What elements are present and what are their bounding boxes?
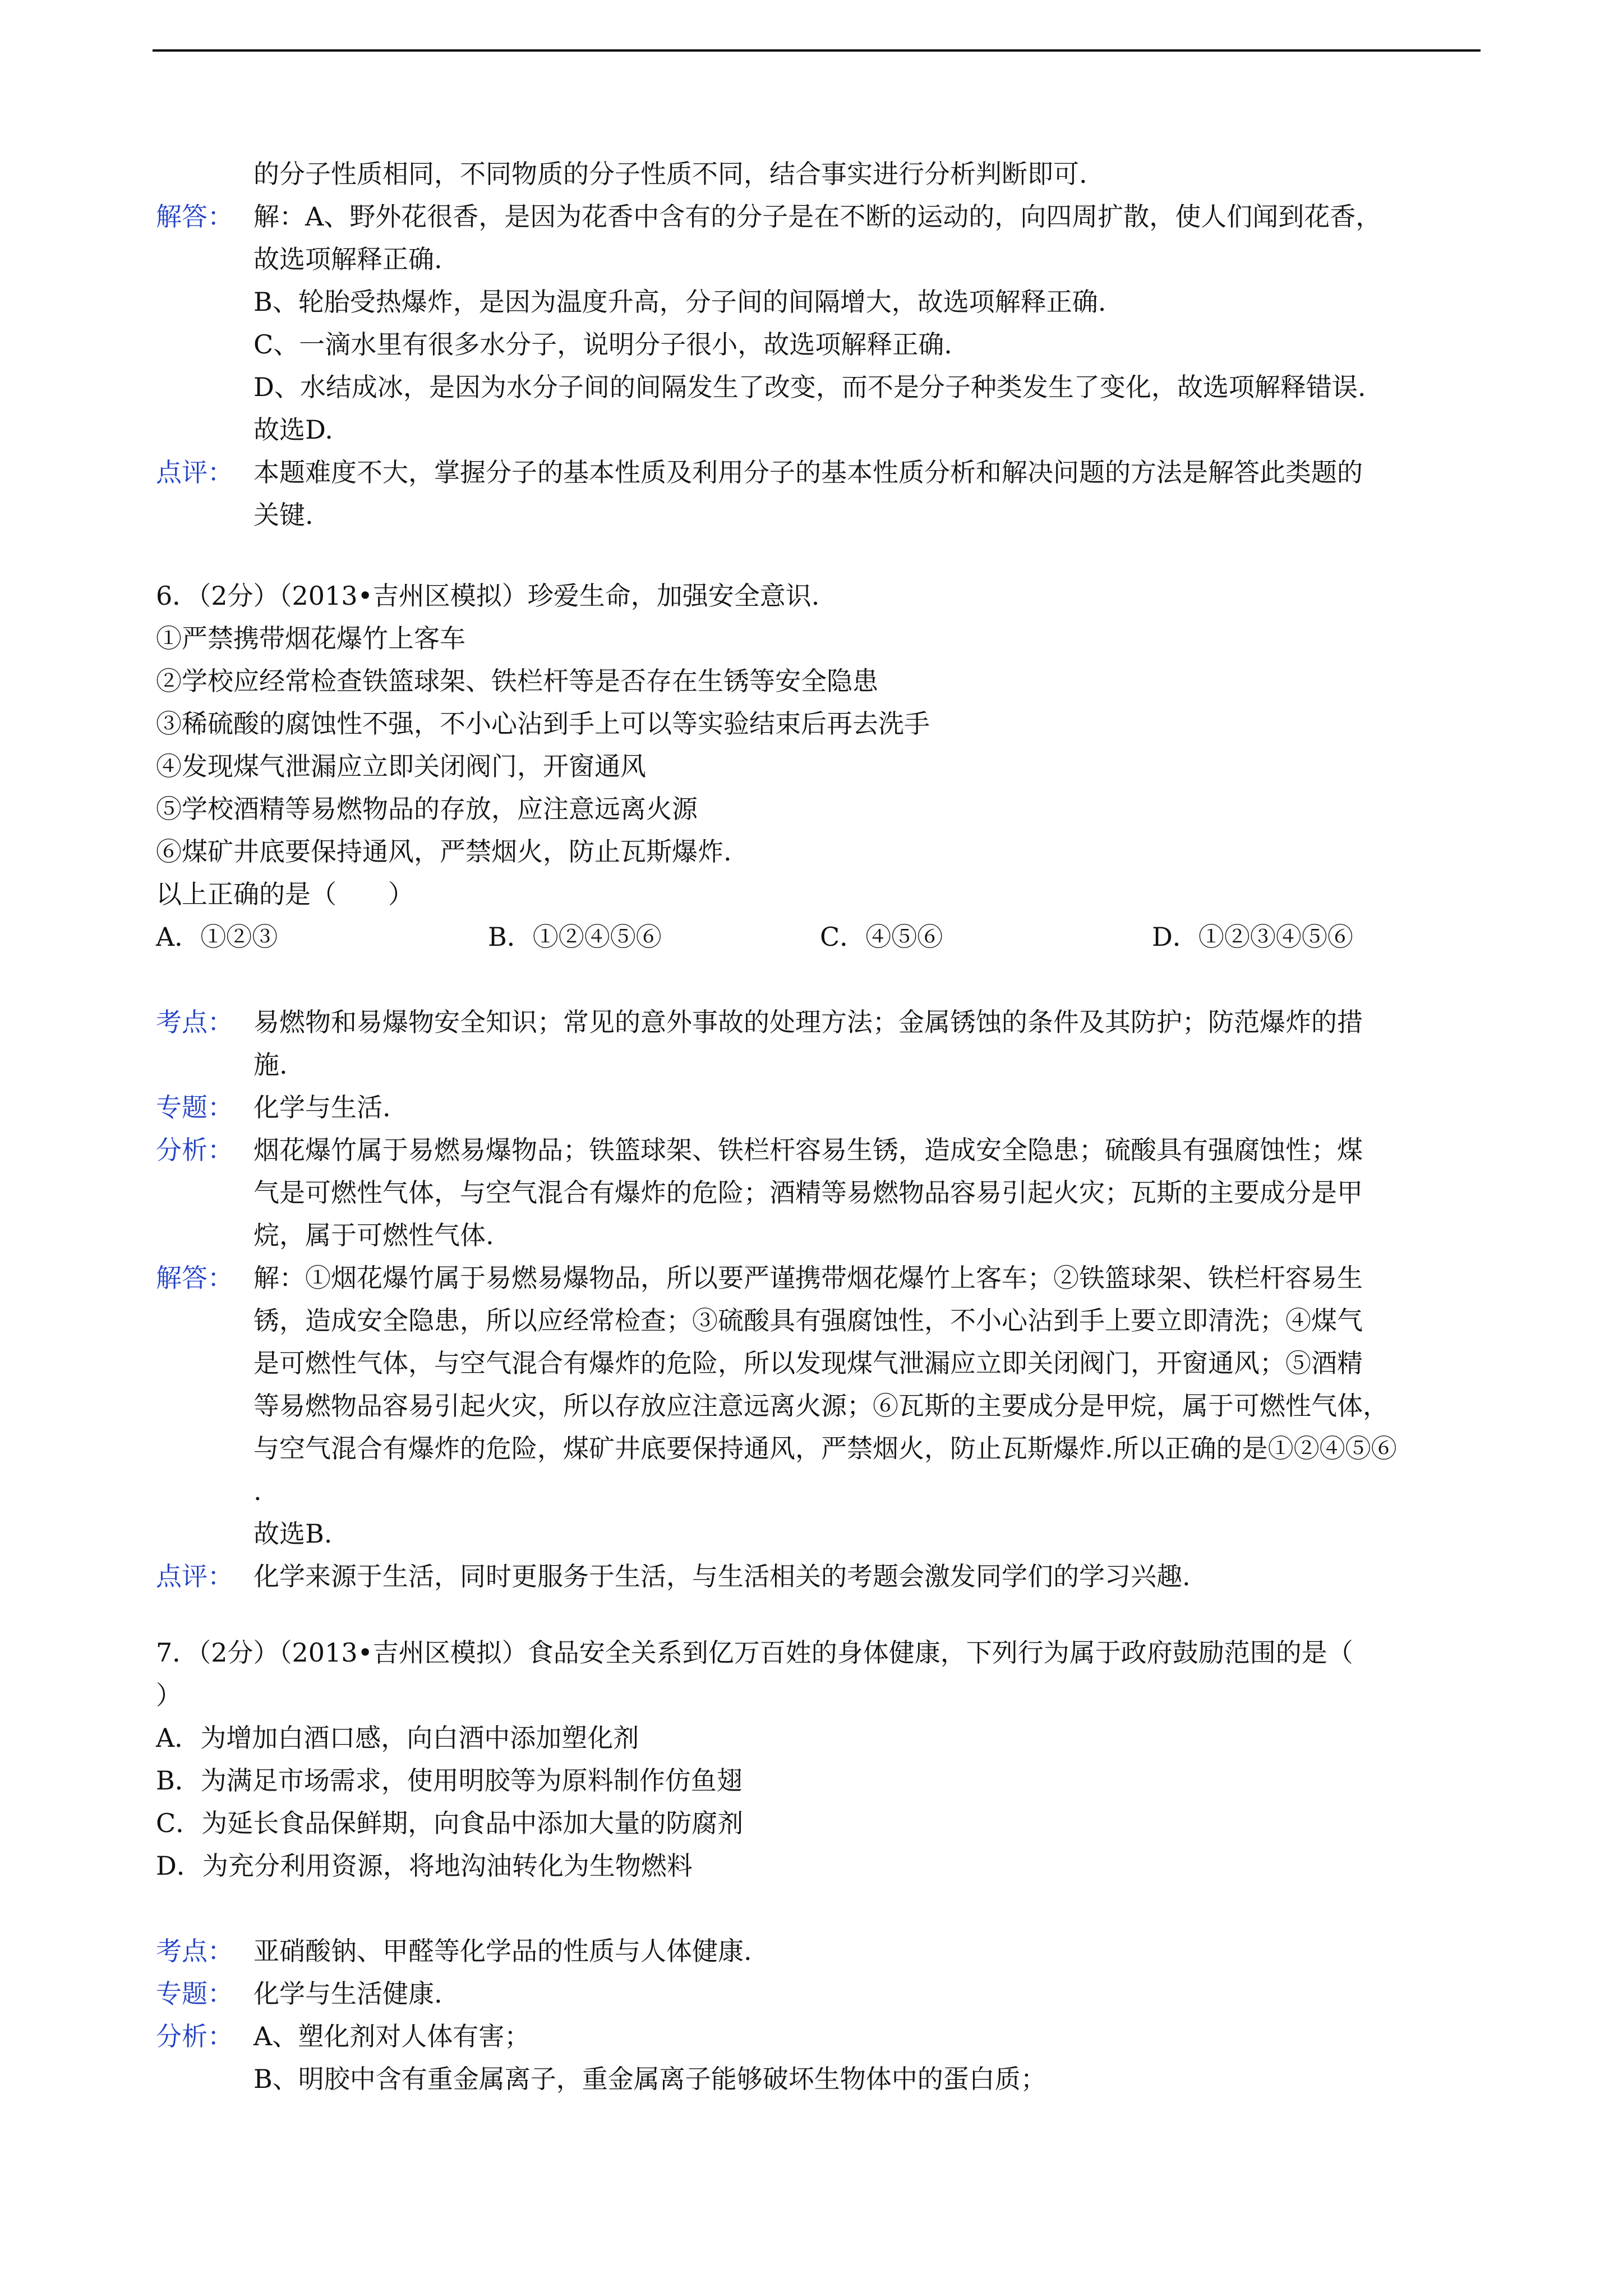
question-6-solution bbox=[156, 1001, 1491, 1598]
question-ask: 以上正确的是（ ） bbox=[156, 879, 414, 909]
answer-label: 解答： bbox=[156, 201, 233, 232]
answer-line: 解：A、野外花很香，是因为花香中含有的分子是在不断的运动的，向四周扩散，使人们闻到花香， bbox=[253, 201, 1382, 232]
zhuanti-label: 专题： bbox=[156, 1092, 233, 1122]
option-b: B．①②④⑤⑥ bbox=[488, 922, 662, 952]
zhuanti-text: 化学与生活健康. bbox=[253, 1978, 442, 2009]
option-d: D．为充分利用资源，将地沟油转化为生物燃料 bbox=[156, 1851, 693, 1881]
answer-line: C、一滴水里有很多水分子，说明分子很小，故选项解释正确. bbox=[253, 329, 952, 360]
option-c: C．为延长食品保鲜期，向食品中添加大量的防腐剂 bbox=[156, 1808, 744, 1838]
comment-label: 点评： bbox=[156, 457, 233, 487]
fenxi-label: 分析： bbox=[156, 2021, 233, 2051]
question-stem: 7．（2分）（2013•吉州区模拟）食品安全关系到亿万百姓的身体健康，下列行为属于政府鼓励范围的是（ bbox=[156, 1637, 1353, 1668]
header-rule bbox=[153, 49, 1481, 52]
dianping-text: 化学来源于生活，同时更服务于生活，与生活相关的考题会激发同学们的学习兴趣. bbox=[253, 1561, 1191, 1591]
statement-item: ⑥煤矿井底要保持通风，严禁烟火，防止瓦斯爆炸. bbox=[156, 836, 732, 867]
answer-line: 故选项解释正确. bbox=[253, 244, 442, 274]
answer-line: D、水结成冰，是因为水分子间的间隔发生了改变，而不是分子种类发生了变化，故选项解释错误. bbox=[253, 372, 1366, 402]
option-c: C．④⑤⑥ bbox=[820, 922, 943, 952]
fenxi-line: 烟花爆竹属于易燃易爆物品；铁篮球架、铁栏杆容易生锈，造成安全隐患；硫酸具有强腐蚀性；煤 bbox=[253, 1135, 1363, 1165]
statement-item: ③稀硫酸的腐蚀性不强，不小心沾到手上可以等实验结束后再去洗手 bbox=[156, 708, 930, 739]
answer-line: B、轮胎受热爆炸，是因为温度升高，分子间的间隔增大，故选项解释正确. bbox=[253, 287, 1106, 317]
kaodian-label: 考点： bbox=[156, 1007, 233, 1037]
option-a: A．为增加白酒口感，向白酒中添加塑化剂 bbox=[156, 1723, 639, 1753]
question-stem: 6．（2分）（2013•吉州区模拟）珍爱生命，加强安全意识. bbox=[156, 581, 820, 611]
fenxi-line: B、明胶中含有重金属离子，重金属离子能够破坏生物体中的蛋白质； bbox=[253, 2064, 1046, 2094]
kaodian-label: 考点： bbox=[156, 1936, 233, 1966]
option-b: B．为满足市场需求，使用明胶等为原料制作仿鱼翅 bbox=[156, 1765, 743, 1796]
option-d: D．①②③④⑤⑥ bbox=[1152, 922, 1353, 952]
question-7-solution bbox=[156, 1930, 1491, 2100]
jieda-line: 是可燃性气体，与空气混合有爆炸的危险，所以发现煤气泄漏应立即关闭阀门，开窗通风；⑤酒精 bbox=[253, 1348, 1363, 1378]
analysis-continuation: 的分子性质相同，不同物质的分子性质不同，结合事实进行分析判断即可. bbox=[253, 159, 1087, 189]
option-a: A．①②③ bbox=[156, 922, 278, 952]
answer-line: 故选D. bbox=[253, 415, 333, 445]
zhuanti-text: 化学与生活. bbox=[253, 1092, 391, 1122]
q5-answer bbox=[156, 195, 1491, 451]
kaodian-text: 亚硝酸钠、甲醛等化学品的性质与人体健康. bbox=[253, 1936, 752, 1966]
jieda-line: 故选B. bbox=[253, 1519, 333, 1549]
statement-item: ①严禁携带烟花爆竹上客车 bbox=[156, 623, 465, 654]
fenxi-line: A、塑化剂对人体有害； bbox=[253, 2021, 531, 2051]
jieda-line: 等易燃物品容易引起火灾，所以存放应注意远离火源；⑥瓦斯的主要成分是甲烷，属于可燃性气体， bbox=[253, 1391, 1389, 1421]
kaodian-line: 易燃物和易爆物安全知识；常见的意外事故的处理方法；金属锈蚀的条件及其防护；防范爆炸的措 bbox=[253, 1007, 1363, 1037]
kaodian-line: 施. bbox=[253, 1050, 288, 1080]
statement-item: ④发现煤气泄漏应立即关闭阀门，开窗通风 bbox=[156, 751, 646, 781]
jieda-line: 解：①烟花爆竹属于易燃易爆物品，所以要严谨携带烟花爆竹上客车；②铁篮球架、铁栏杆容易生 bbox=[253, 1263, 1363, 1293]
jieda-line: 锈，造成安全隐患，所以应经常检查；③硫酸具有强腐蚀性，不小心沾到手上要立即清洗；④煤气 bbox=[253, 1305, 1363, 1336]
question-stem-cont: ） bbox=[156, 1680, 182, 1710]
comment-line: 本题难度不大，掌握分子的基本性质及利用分子的基本性质分析和解决问题的方法是解答此类题的 bbox=[253, 457, 1363, 487]
jieda-line: 与空气混合有爆炸的危险，煤矿井底要保持通风，严禁烟火，防止瓦斯爆炸.所以正确的是①②④⑤⑥ bbox=[253, 1433, 1397, 1464]
question-5-tail bbox=[156, 153, 1491, 536]
answer-options bbox=[156, 915, 1491, 958]
dianping-label: 点评： bbox=[156, 1561, 233, 1591]
jieda-line: . bbox=[253, 1476, 262, 1506]
fenxi-line: 烷，属于可燃性气体. bbox=[253, 1220, 494, 1250]
zhuanti-label: 专题： bbox=[156, 1978, 233, 2009]
statement-item: ⑤学校酒精等易燃物品的存放，应注意远离火源 bbox=[156, 794, 698, 824]
question-6 bbox=[156, 574, 1491, 958]
question-7 bbox=[156, 1631, 1491, 1887]
comment-line: 关键. bbox=[253, 500, 313, 530]
q5-comment bbox=[156, 451, 1491, 536]
jieda-label: 解答： bbox=[156, 1263, 233, 1293]
fenxi-line: 气是可燃性气体，与空气混合有爆炸的危险；酒精等易燃物品容易引起火灾；瓦斯的主要成分是甲 bbox=[253, 1177, 1363, 1208]
statement-item: ②学校应经常检查铁篮球架、铁栏杆等是否存在生锈等安全隐患 bbox=[156, 666, 878, 696]
fenxi-label: 分析： bbox=[156, 1135, 233, 1165]
